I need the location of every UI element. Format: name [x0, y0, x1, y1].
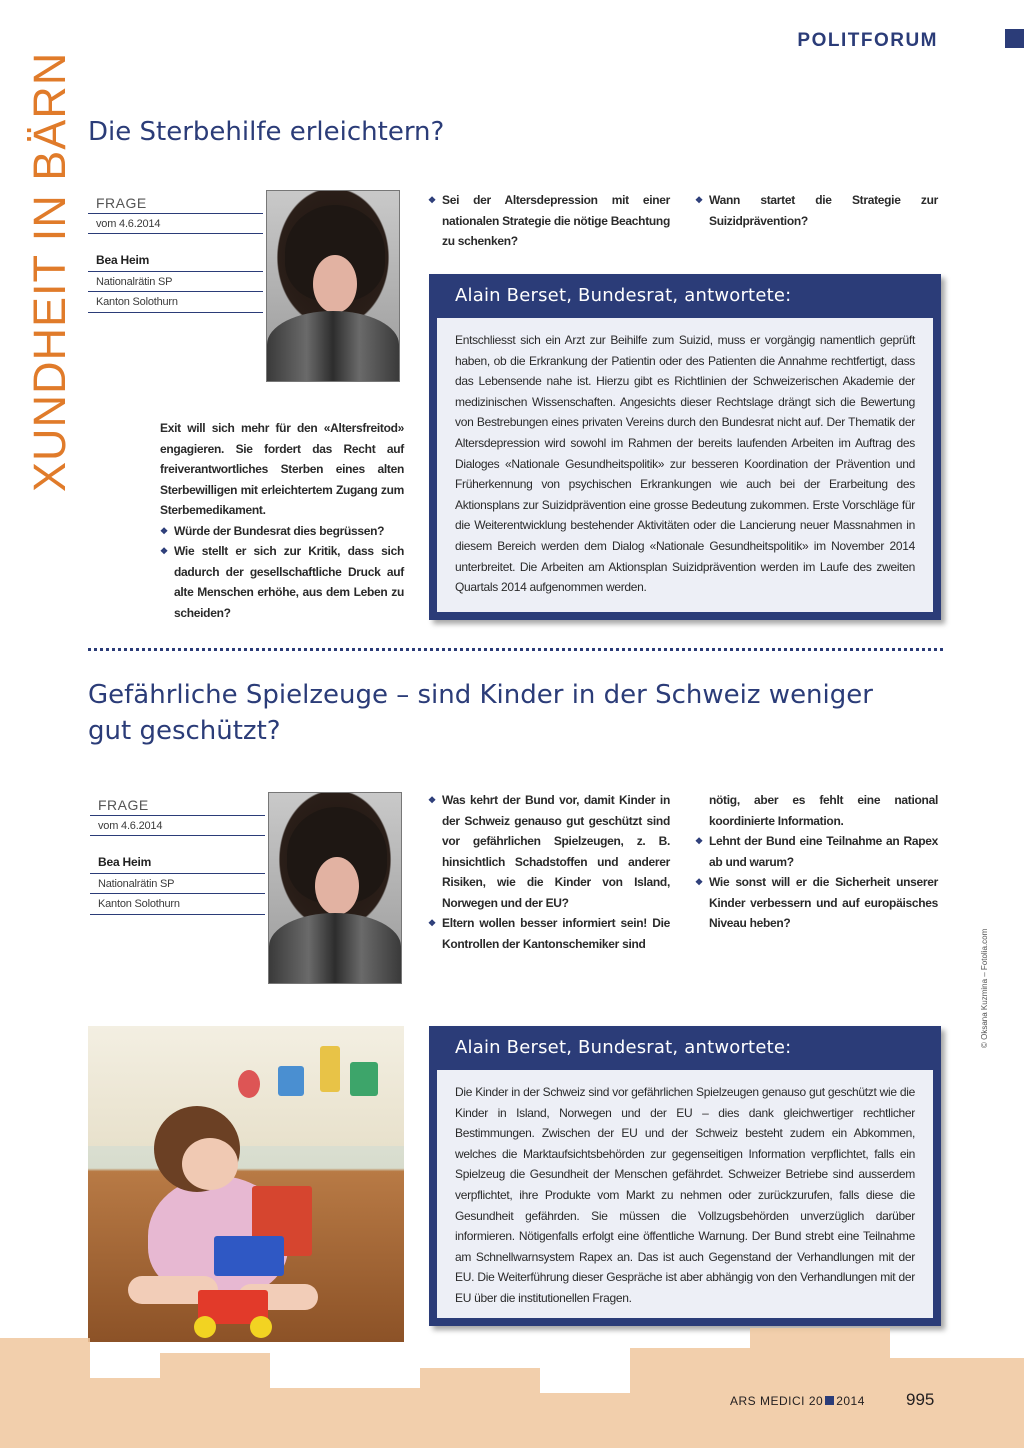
publication-year: 2014 — [836, 1394, 865, 1408]
question-continuation: nötig, aber es fehlt eine national koordinierte Information. — [709, 793, 938, 828]
question-item: ❖ Wie sonst will er die Sicherheit unserer Kinder verbessern und auf europäisches Niveau heben? — [695, 872, 938, 934]
photo-toy — [278, 1066, 304, 1096]
article1-intro: Exit will sich mehr für den «Altersfreitod» engagieren. Sie fordert das Recht auf freiverantwortliches Sterben eines alten Sterbewilligen mit erleichtertem Zugang zum Sterbemedikament. — [160, 421, 404, 517]
question-item: ❖ Wann startet die Strategie zur Suizidprävention? — [695, 190, 938, 231]
skyline-building — [750, 1328, 890, 1448]
question-item: ❖ Was kehrt der Bund vor, damit Kinder in der Schweiz genauso gut geschützt sind vor gefährlichen Spielzeugen, z. B. hinsichtlich Schadstoffen und anderer Risiken, wie die Kinder von Island, Norwegen und der EU? — [428, 790, 670, 913]
page-number: 995 — [906, 1390, 935, 1409]
question-type-label: FRAGE — [98, 797, 149, 813]
skyline-building — [540, 1393, 630, 1448]
side-title — [22, 51, 78, 492]
author-canton: Kanton Solothurn — [88, 292, 263, 313]
answer-title: Alain Berset, Bundesrat, antwortete: — [455, 285, 792, 306]
publication-name: ARS MEDICI 20 — [730, 1394, 824, 1408]
answer-text: Die Kinder in der Schweiz sind vor gefährlichen Spielzeugen genauso gut geschützt wie die Kinder in Island, Norwegen und der EU – dies dank gleichwertiger rechtlicher Bestimmungen. Zwischen der EU und der Schweiz besteht zudem ein Abkommen, welches die Marktaufsichtsbehörden zur gegenseitigen Information verpflichtet, falls ein Spielzeug die Gesundheit der Menschen gefährdet. Schweizer Betriebe sind ausserdem verpflichtet, ihre Produkte vom Markt zu nehmen oder zurückzurufen, falls diese die Gesundheit gefährden. Sie müssen die Vollzugsbehörden unverzüglich darüber informieren. Nötigenfalls erfolgt eine öffentliche Warnung. Der Bund strebt eine Teilnahme am Schnellwarnsystem Rapex an. Das ist auch Gegenstand der Verhandlungen mit der EU. Die Weiterführung dieser Gespräche ist aber abhängig von den Verhandlungen mit der EU über die institutionellen Fragen. — [437, 1070, 933, 1318]
portrait-shirt — [269, 913, 401, 983]
question-item: ❖ Lehnt der Bund eine Teilnahme an Rapex ab und warum? — [695, 831, 938, 872]
author-role: Nationalrätin SP — [90, 873, 265, 894]
side-title-text: XUNDHEIT IN BÄRN — [24, 51, 75, 492]
skyline-building — [420, 1368, 540, 1448]
article2-headline-line2: gut geschützt? — [88, 716, 281, 746]
article2-headline — [88, 677, 958, 749]
article2-info-block — [90, 795, 265, 915]
spacer — [88, 234, 263, 250]
publication-footer — [730, 1394, 865, 1408]
question-item: ❖ Wie stellt er sich zur Kritik, dass sich dadurch der gesellschaftliche Druck auf alte Menschen erhöhe, aus dem Leben zu scheiden? — [160, 541, 404, 623]
article2-question-col3 — [695, 790, 938, 934]
footer-square-icon — [825, 1396, 834, 1405]
photo-toy — [350, 1062, 378, 1096]
portrait-face — [313, 255, 357, 313]
question-item: ❖ Würde der Bundesrat dies begrüssen? — [160, 521, 404, 542]
city-skyline-decoration — [0, 1300, 1024, 1448]
skyline-building — [90, 1378, 160, 1448]
article1-question-col2 — [428, 190, 670, 252]
question-item: ❖ Eltern wollen besser informiert sein! Die Kontrollen der Kantonschemiker sind — [428, 913, 670, 954]
photo-toy — [320, 1046, 340, 1092]
article1-answer-box — [429, 274, 941, 620]
question-item: ❖ Sei der Altersdepression mit einer nationalen Strategie die nötige Beachtung zu schenken? — [428, 190, 670, 252]
child-toy-photo — [88, 1026, 404, 1342]
skyline-building — [0, 1338, 90, 1448]
skyline-building — [160, 1353, 270, 1448]
author-portrait — [268, 792, 402, 984]
article1-headline: Die Sterbehilfe erleichtern? — [88, 117, 445, 147]
photo-toy-blocks — [214, 1236, 284, 1276]
photo-child-face — [182, 1138, 238, 1190]
author-name: Bea Heim — [96, 253, 150, 267]
portrait-shirt — [267, 311, 399, 381]
spacer — [90, 836, 265, 852]
photo-credit-text: © Oksana Kuzmina – Fotolia.com — [980, 928, 989, 1048]
article2-headline-line1: Gefährliche Spielzeuge – sind Kinder in der Schweiz weniger — [88, 680, 873, 710]
photo-credit — [978, 928, 992, 1048]
portrait-face — [315, 857, 359, 915]
photo-toy — [238, 1070, 260, 1098]
article2-question-col2 — [428, 790, 670, 954]
answer-text: Entschliesst sich ein Arzt zur Beihilfe zum Suizid, muss er vorgängig namentlich geprüft haben, ob die Erkrankung der Patientin oder des Patienten die Annahme rechtfertigt, dass das Lebensende nahe ist. Hierzu gibt es Richtlinien der Schweizerischen Akademie der medizinischen Wissenschaften. Angesichts dieser Rechtslage drängt sich die Bewertung von Bestrebungen eines privaten Vereins durch den Bundesrat nicht auf. Der Thematik der Altersdepression wird sowohl im Rahmen der bereits laufenden Arbeiten im Auftrag des Dialoges «Nationale Gesundheitspolitik» zur besseren Koordination der Prävention und Früherkennung von psychischen Erkrankungen wie auch bei der Erarbeitung des Aktionsplans zur Suizidprävention eine grosse Bedeutung zukommen. Erste Vorschläge für die Weiterentwicklung bestehender Aktivitäten oder die Lancierung neuer Massnahmen in diesem Bereich werden dem Dialog «Nationale Gesundheitspolitik» im November 2014 unterbreitet. Die Arbeiten am Aktionsplan Suizidprävention werden im Laufe des zweiten Quartals 2014 aufgenommen werden. — [437, 318, 933, 612]
skyline-building — [270, 1388, 420, 1448]
section-label: POLITFORUM — [797, 30, 938, 51]
article1-info-block — [88, 193, 263, 313]
article1-question-col1 — [160, 418, 404, 623]
section-divider — [88, 648, 943, 651]
corner-marker — [1005, 29, 1024, 48]
article2-answer-box — [429, 1026, 941, 1326]
author-name: Bea Heim — [98, 855, 152, 869]
question-date: vom 4.6.2014 — [88, 213, 263, 234]
author-canton: Kanton Solothurn — [90, 894, 265, 915]
answer-title: Alain Berset, Bundesrat, antwortete: — [455, 1037, 792, 1058]
article1-question-col3 — [695, 190, 938, 231]
question-type-label: FRAGE — [96, 195, 147, 211]
author-role: Nationalrätin SP — [88, 271, 263, 292]
author-portrait — [266, 190, 400, 382]
question-date: vom 4.6.2014 — [90, 815, 265, 836]
